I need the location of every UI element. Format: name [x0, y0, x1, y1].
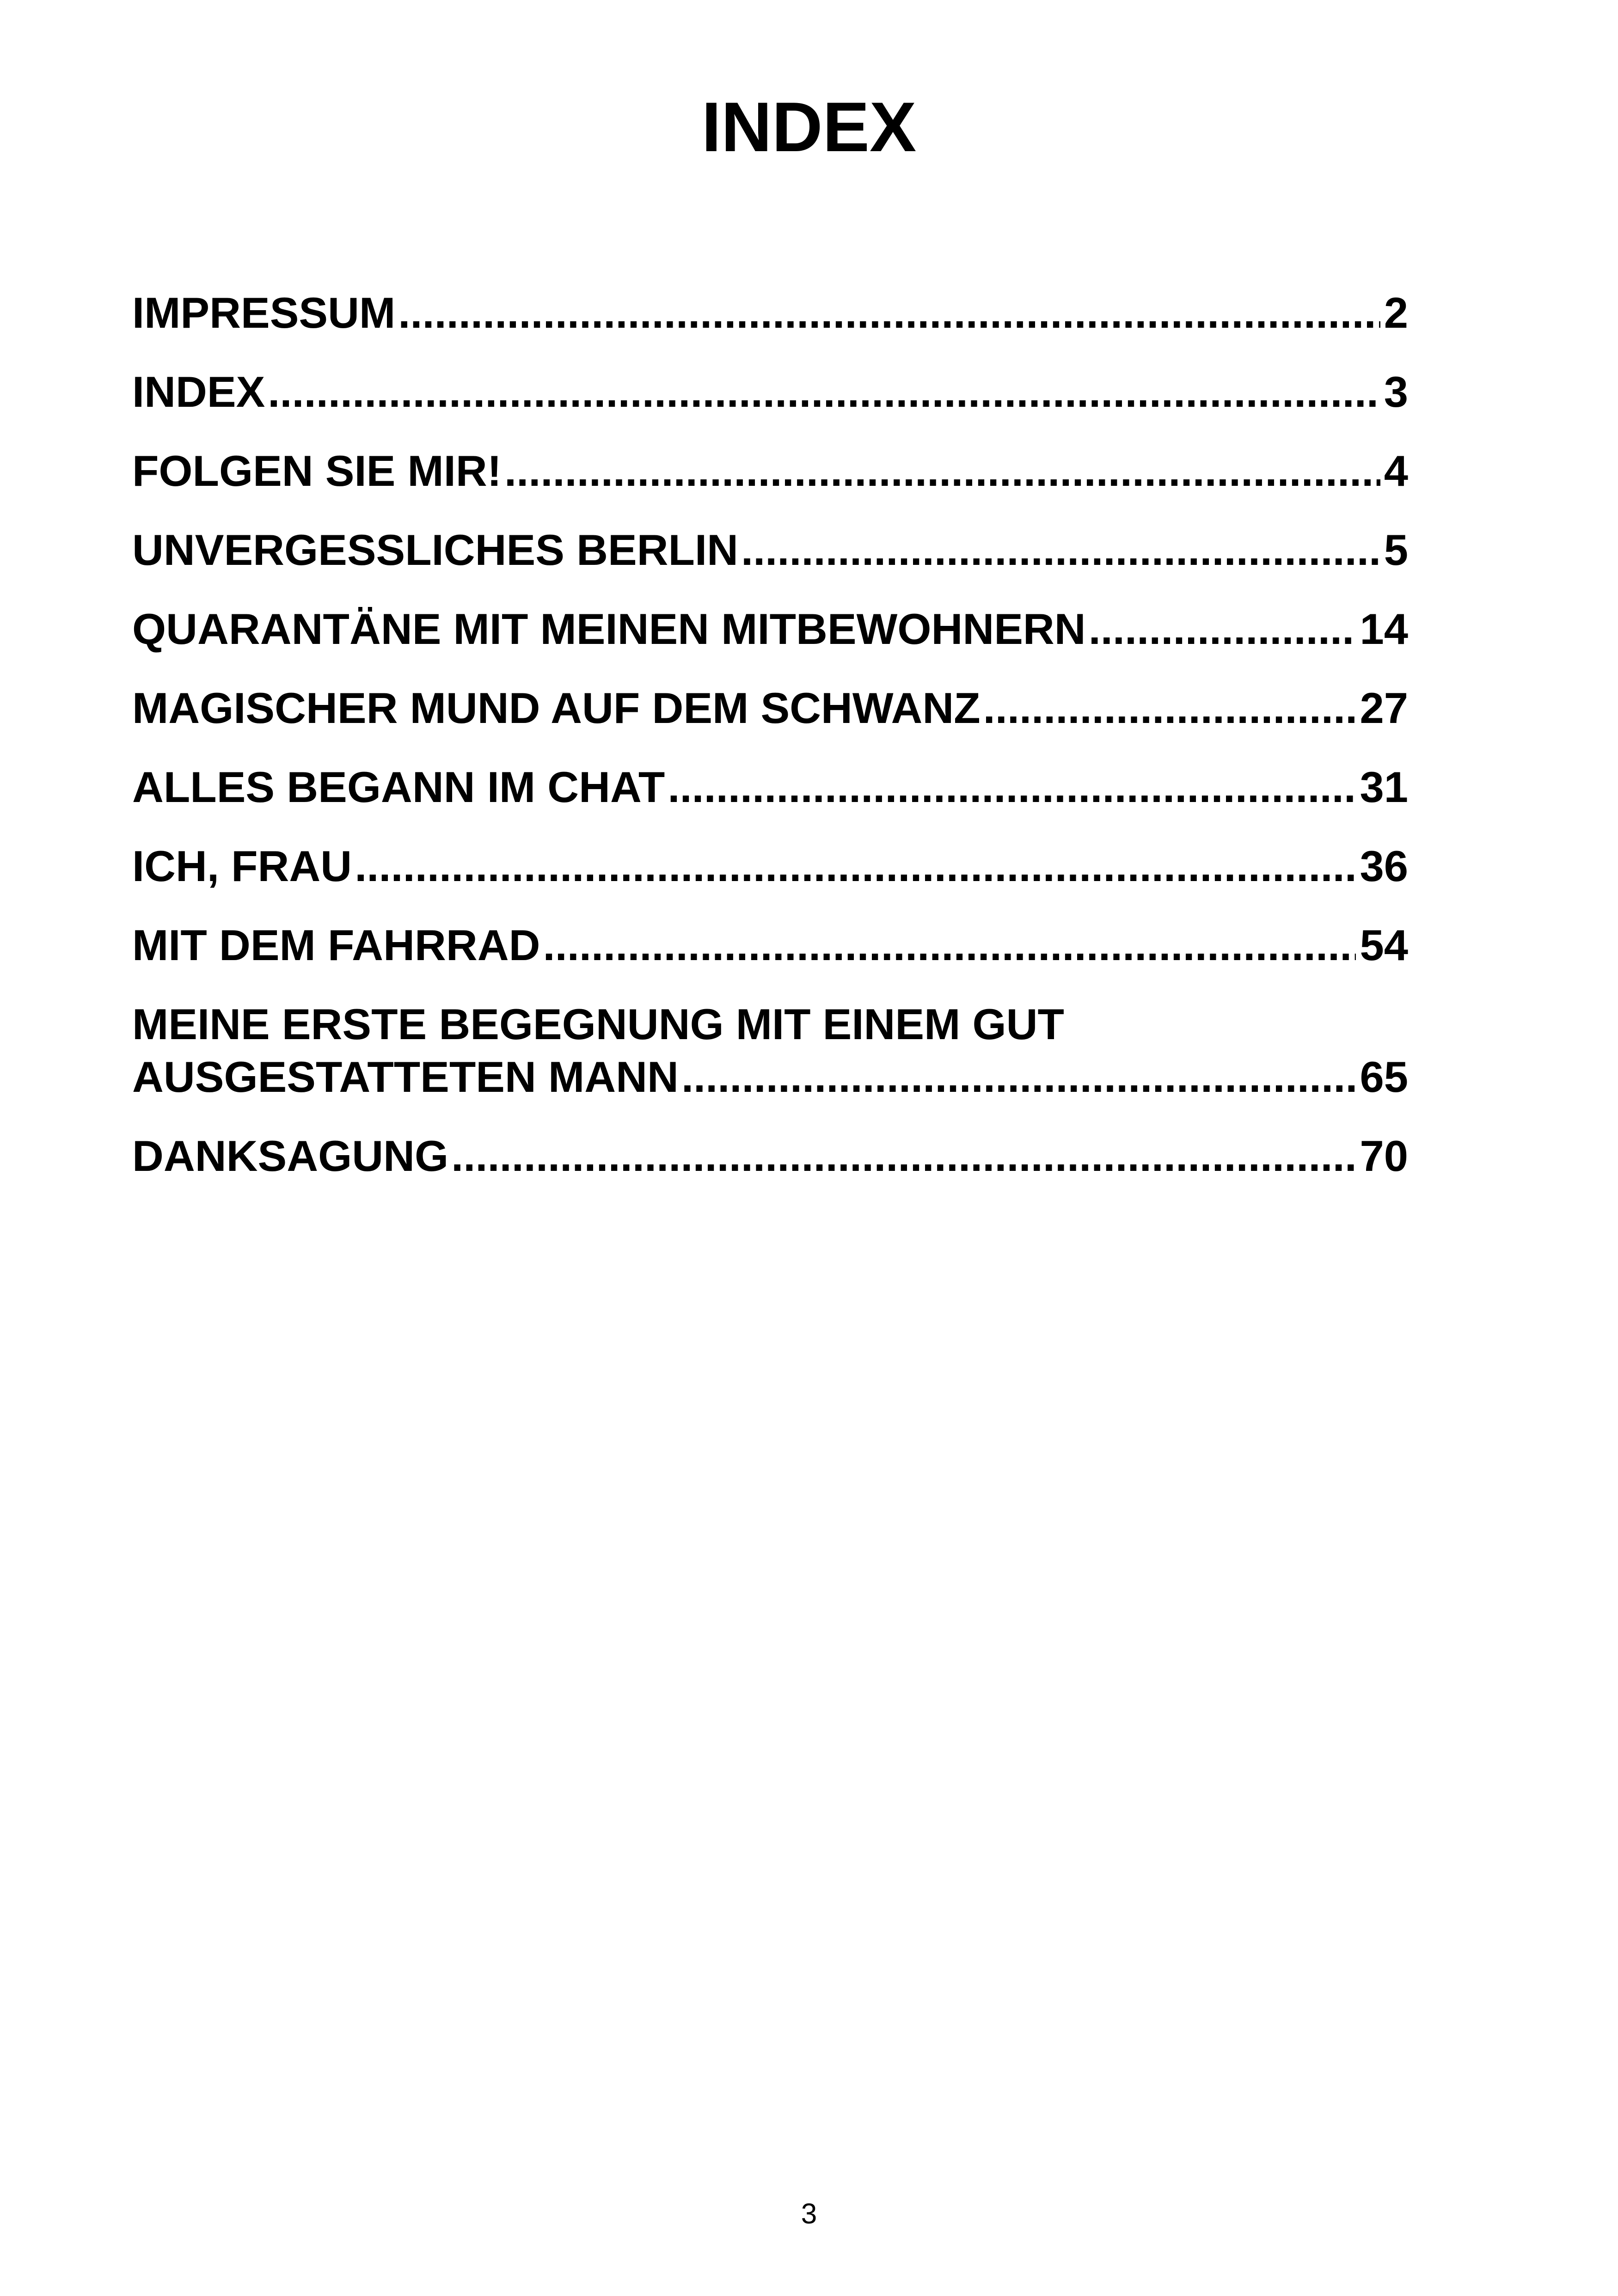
- toc-entry-line2: [132, 1051, 1408, 1103]
- toc-entry-page: 5: [1384, 526, 1408, 574]
- toc-entry[interactable]: [132, 1130, 1408, 1182]
- dot-leader: [741, 524, 1380, 576]
- toc-entry[interactable]: [132, 524, 1408, 576]
- dot-leader: [681, 1051, 1356, 1103]
- toc-entry[interactable]: [132, 682, 1408, 735]
- toc-entry-title: FOLGEN SIE MIR!: [132, 447, 502, 495]
- toc-entry-page: 2: [1384, 288, 1408, 337]
- toc-entry-title: MIT DEM FAHRRAD: [132, 921, 540, 969]
- page-title: INDEX: [701, 88, 917, 166]
- toc-entry[interactable]: [132, 761, 1408, 814]
- toc-entry-page: 3: [1384, 367, 1408, 416]
- toc-entry[interactable]: [132, 919, 1408, 972]
- toc-entry-page: 27: [1360, 684, 1408, 732]
- dot-leader: [543, 919, 1356, 972]
- toc-entry-page: 54: [1360, 921, 1408, 969]
- dot-leader: [1089, 603, 1356, 655]
- dot-leader: [355, 840, 1356, 893]
- toc-entry-page: 70: [1360, 1132, 1408, 1180]
- toc-entry[interactable]: [132, 603, 1408, 655]
- dot-leader: [983, 682, 1356, 735]
- toc-entry-title: IMPRESSUM: [132, 288, 396, 337]
- toc-entry-page: 36: [1360, 842, 1408, 890]
- dot-leader: [268, 366, 1380, 418]
- toc-entry-page: 31: [1360, 763, 1408, 811]
- toc-entry-page: 4: [1384, 447, 1408, 495]
- toc-entry-page: 14: [1360, 605, 1408, 653]
- dot-leader: [451, 1130, 1356, 1182]
- toc-entry-page: 65: [1360, 1053, 1408, 1101]
- dot-leader: [504, 445, 1380, 497]
- toc-entry-title-line1: MEINE ERSTE BEGEGNUNG MIT EINEM GUT: [132, 1000, 1064, 1048]
- toc-entry-title: INDEX: [132, 367, 265, 416]
- dot-leader: [668, 761, 1356, 814]
- toc-entry-title: QUARANTÄNE MIT MEINEN MITBEWOHNERN: [132, 605, 1086, 653]
- toc-entry[interactable]: [132, 840, 1408, 893]
- table-of-contents: [132, 287, 1408, 1209]
- toc-entry-title-line2: AUSGESTATTETEN MANN: [132, 1053, 679, 1101]
- toc-entry[interactable]: [132, 287, 1408, 339]
- footer-page-number: 3: [801, 2198, 817, 2230]
- toc-entry-title: ICH, FRAU: [132, 842, 352, 890]
- toc-entry-title: UNVERGESSLICHES BERLIN: [132, 526, 738, 574]
- toc-entry-title: MAGISCHER MUND AUF DEM SCHWANZ: [132, 684, 981, 732]
- toc-entry[interactable]: [132, 366, 1408, 418]
- toc-entry-title: ALLES BEGANN IM CHAT: [132, 763, 665, 811]
- toc-entry[interactable]: [132, 998, 1408, 1103]
- dot-leader: [398, 287, 1380, 339]
- toc-entry-title: DANKSAGUNG: [132, 1132, 449, 1180]
- toc-entry[interactable]: [132, 445, 1408, 497]
